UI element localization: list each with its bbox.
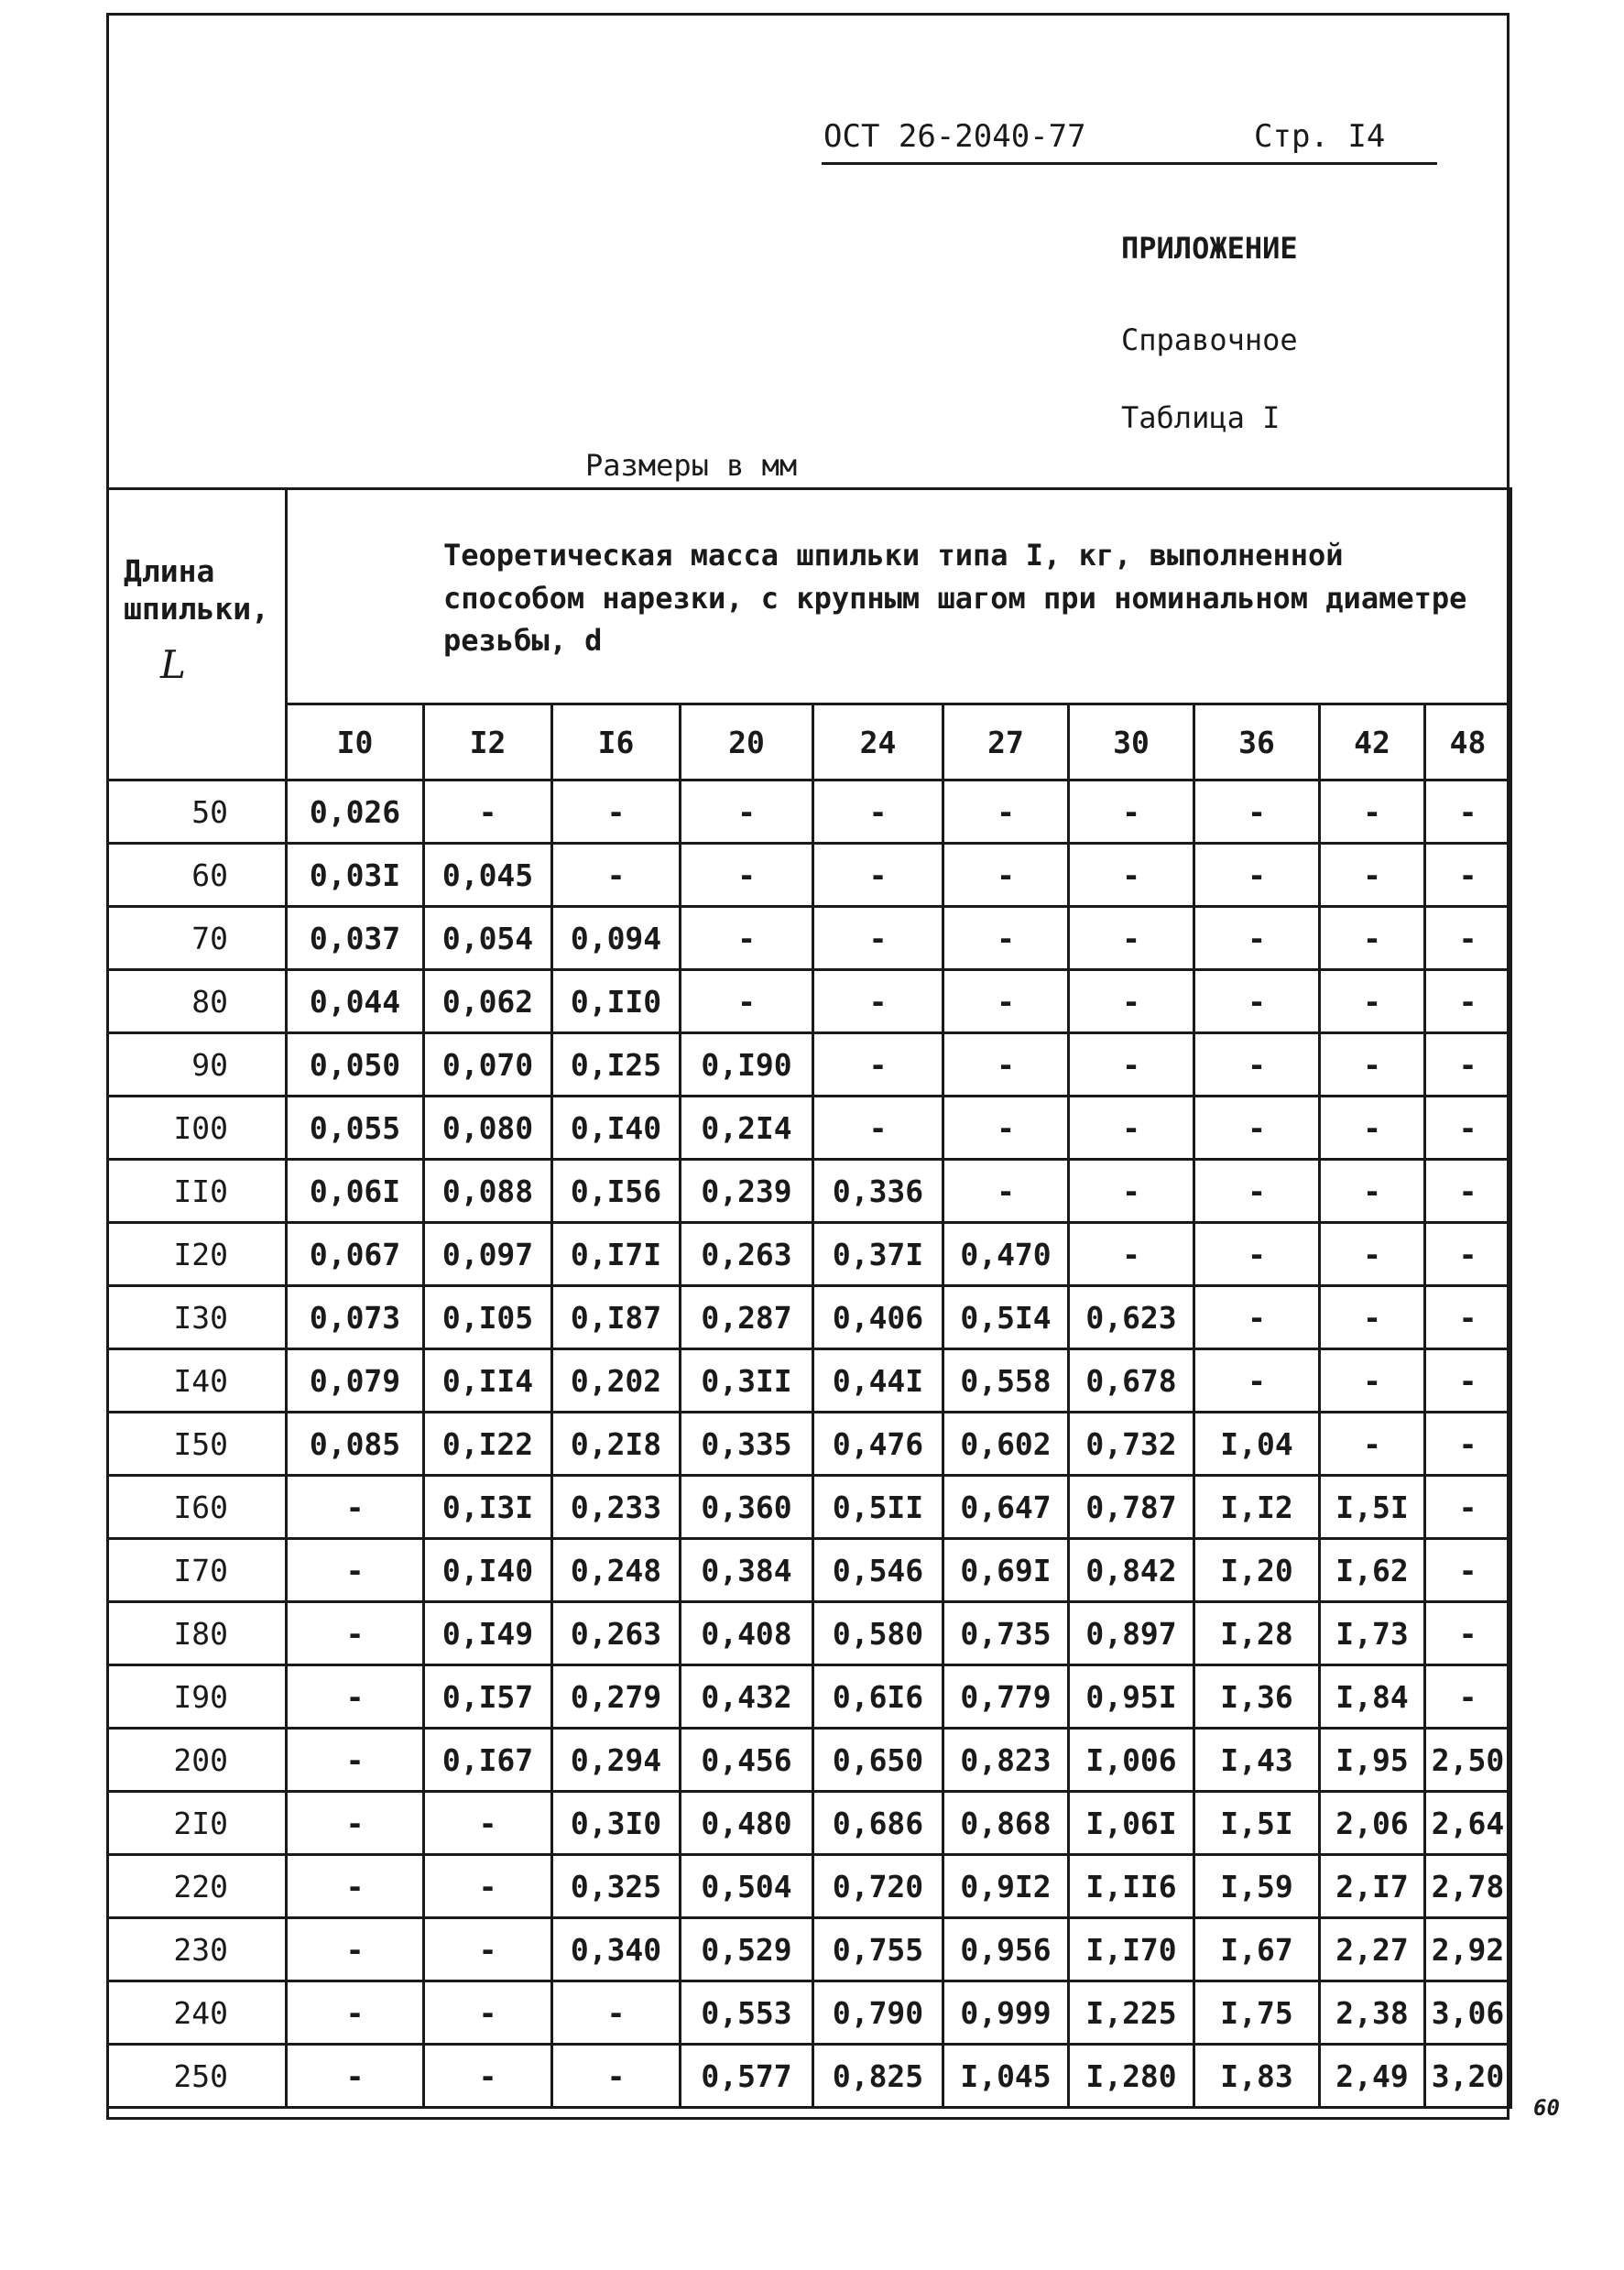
table-row bbox=[108, 1981, 1511, 2045]
mass-cell: - bbox=[681, 780, 813, 844]
diameter-header-cell: 27 bbox=[943, 704, 1069, 780]
mass-cell: - bbox=[943, 907, 1069, 970]
mass-cell: 0,I40 bbox=[424, 1539, 552, 1602]
mass-cell: 2,49 bbox=[1320, 2045, 1425, 2108]
mass-cell: - bbox=[1069, 1097, 1194, 1160]
table-row bbox=[108, 1476, 1511, 1539]
mass-cell: 0,406 bbox=[813, 1286, 943, 1349]
mass-cell: I,280 bbox=[1069, 2045, 1194, 2108]
mass-cell: 0,06I bbox=[287, 1160, 424, 1223]
mass-cell: 2,92 bbox=[1425, 1918, 1511, 1981]
mass-cell: 0,546 bbox=[813, 1539, 943, 1602]
mass-cell: 0,842 bbox=[1069, 1539, 1194, 1602]
mass-cell: 0,6I6 bbox=[813, 1665, 943, 1729]
mass-cell: 0,336 bbox=[813, 1160, 943, 1223]
mass-cell: 0,5II bbox=[813, 1476, 943, 1539]
length-header-label: Длина шпильки, bbox=[124, 553, 269, 628]
mass-cell: 0,073 bbox=[287, 1286, 424, 1349]
mass-cell: - bbox=[943, 970, 1069, 1033]
document-sheet bbox=[106, 13, 1560, 2121]
mass-cell: 0,504 bbox=[681, 1855, 813, 1918]
mass-cell: - bbox=[1069, 1033, 1194, 1097]
mass-cell: - bbox=[1194, 1097, 1320, 1160]
diameter-header-cell: 36 bbox=[1194, 704, 1320, 780]
mass-cell: 0,686 bbox=[813, 1792, 943, 1855]
table-row bbox=[108, 1855, 1511, 1918]
table-row bbox=[108, 1602, 1511, 1665]
length-cell: I50 bbox=[108, 1413, 287, 1476]
mass-cell: I,95 bbox=[1320, 1729, 1425, 1792]
mass-cell: - bbox=[424, 1855, 552, 1918]
mass-cell: - bbox=[813, 844, 943, 907]
length-cell: I80 bbox=[108, 1602, 287, 1665]
header-row-description bbox=[108, 489, 1511, 704]
mass-cell: - bbox=[1425, 1223, 1511, 1286]
mass-cell: 2,38 bbox=[1320, 1981, 1425, 2045]
length-cell: 200 bbox=[108, 1729, 287, 1792]
diameter-header-cell: 42 bbox=[1320, 704, 1425, 780]
table-label: Таблица I bbox=[1121, 400, 1281, 435]
length-cell: I90 bbox=[108, 1665, 287, 1729]
mass-cell: - bbox=[1194, 844, 1320, 907]
mass-cell: 0,823 bbox=[943, 1729, 1069, 1792]
mass-cell: 0,287 bbox=[681, 1286, 813, 1349]
mass-cell: - bbox=[1320, 907, 1425, 970]
mass-cell: 0,529 bbox=[681, 1918, 813, 1981]
doc-code: ОСТ 26-2040-77 bbox=[823, 118, 1086, 155]
mass-cell: 0,044 bbox=[287, 970, 424, 1033]
mass-description: Теоретическая масса шпильки типа I, кг, выполненной способом нарезки, с крупным шагом при номинальном диаметре резьбы, d bbox=[287, 489, 1511, 704]
mass-cell: - bbox=[1425, 1539, 1511, 1602]
mass-cell: 0,650 bbox=[813, 1729, 943, 1792]
mass-cell: - bbox=[1194, 1160, 1320, 1223]
table-row bbox=[108, 1413, 1511, 1476]
mass-cell: 3,20 bbox=[1425, 2045, 1511, 2108]
mass-cell: 0,456 bbox=[681, 1729, 813, 1792]
mass-cell: - bbox=[1069, 844, 1194, 907]
mass-cell: 0,470 bbox=[943, 1223, 1069, 1286]
mass-cell: 0,II4 bbox=[424, 1349, 552, 1413]
mass-cell: I,36 bbox=[1194, 1665, 1320, 1729]
mass-cell: 0,I56 bbox=[552, 1160, 681, 1223]
mass-cell: - bbox=[287, 1602, 424, 1665]
mass-cell: I,59 bbox=[1194, 1855, 1320, 1918]
mass-cell: - bbox=[1425, 1286, 1511, 1349]
mass-cell: 0,580 bbox=[813, 1602, 943, 1665]
mass-cell: - bbox=[287, 2045, 424, 2108]
mass-cell: I,73 bbox=[1320, 1602, 1425, 1665]
mass-cell: - bbox=[1425, 1097, 1511, 1160]
mass-cell: 0,956 bbox=[943, 1918, 1069, 1981]
length-cell: 250 bbox=[108, 2045, 287, 2108]
mass-cell: 0,294 bbox=[552, 1729, 681, 1792]
mass-cell: - bbox=[1320, 1286, 1425, 1349]
mass-cell: - bbox=[1425, 1033, 1511, 1097]
mass-cell: 0,999 bbox=[943, 1981, 1069, 2045]
mass-cell: - bbox=[813, 1033, 943, 1097]
mass-cell: - bbox=[1069, 780, 1194, 844]
mass-cell: 0,735 bbox=[943, 1602, 1069, 1665]
mass-cell: 0,37I bbox=[813, 1223, 943, 1286]
table-row bbox=[108, 1033, 1511, 1097]
mass-cell: 0,335 bbox=[681, 1413, 813, 1476]
length-symbol: L bbox=[160, 641, 186, 687]
mass-cell: 0,I40 bbox=[552, 1097, 681, 1160]
mass-cell: I,006 bbox=[1069, 1729, 1194, 1792]
mass-cell: - bbox=[287, 1539, 424, 1602]
mass-cell: 0,732 bbox=[1069, 1413, 1194, 1476]
mass-cell: - bbox=[943, 844, 1069, 907]
mass-cell: - bbox=[424, 1918, 552, 1981]
mass-cell: 0,3II bbox=[681, 1349, 813, 1413]
table-row bbox=[108, 1792, 1511, 1855]
mass-cell: - bbox=[1194, 1033, 1320, 1097]
mass-cell: 0,263 bbox=[681, 1223, 813, 1286]
diameter-header-cell: I0 bbox=[287, 704, 424, 780]
mass-cell: - bbox=[1194, 1223, 1320, 1286]
mass-cell: 0,239 bbox=[681, 1160, 813, 1223]
length-cell: I60 bbox=[108, 1476, 287, 1539]
mass-cell: - bbox=[1194, 1349, 1320, 1413]
mass-cell: - bbox=[1425, 1349, 1511, 1413]
mass-cell: I,06I bbox=[1069, 1792, 1194, 1855]
mass-cell: 0,079 bbox=[287, 1349, 424, 1413]
length-cell: I40 bbox=[108, 1349, 287, 1413]
table-row bbox=[108, 1729, 1511, 1792]
length-column-header bbox=[108, 489, 287, 780]
mass-cell: 0,340 bbox=[552, 1918, 681, 1981]
mass-cell: 0,I90 bbox=[681, 1033, 813, 1097]
mass-cell: - bbox=[681, 844, 813, 907]
table-row bbox=[108, 1160, 1511, 1223]
length-cell: 70 bbox=[108, 907, 287, 970]
mass-cell: - bbox=[1194, 1286, 1320, 1349]
mass-cell: - bbox=[1194, 780, 1320, 844]
mass-cell: 0,055 bbox=[287, 1097, 424, 1160]
mass-cell: - bbox=[813, 970, 943, 1033]
mass-cell: - bbox=[1425, 1602, 1511, 1665]
mass-cell: - bbox=[287, 1729, 424, 1792]
mass-cell: I,I2 bbox=[1194, 1476, 1320, 1539]
mass-cell: I,5I bbox=[1320, 1476, 1425, 1539]
table-row bbox=[108, 907, 1511, 970]
mass-cell: - bbox=[943, 1160, 1069, 1223]
mass-cell: 0,I05 bbox=[424, 1286, 552, 1349]
mass-cell: - bbox=[1320, 1160, 1425, 1223]
diameter-header-cell: 48 bbox=[1425, 704, 1511, 780]
mass-cell: 0,384 bbox=[681, 1539, 813, 1602]
mass-cell: 0,026 bbox=[287, 780, 424, 844]
mass-cell: - bbox=[552, 1981, 681, 2045]
mass-cell: - bbox=[943, 1033, 1069, 1097]
mass-cell: - bbox=[424, 1981, 552, 2045]
diameter-header-cell: 20 bbox=[681, 704, 813, 780]
mass-cell: 0,233 bbox=[552, 1476, 681, 1539]
mass-cell: 0,408 bbox=[681, 1602, 813, 1665]
mass-cell: - bbox=[1425, 1413, 1511, 1476]
mass-cell: - bbox=[1425, 844, 1511, 907]
mass-cell: I,67 bbox=[1194, 1918, 1320, 1981]
mass-cell: - bbox=[287, 1792, 424, 1855]
table-row bbox=[108, 970, 1511, 1033]
length-cell: 90 bbox=[108, 1033, 287, 1097]
mass-cell: 0,080 bbox=[424, 1097, 552, 1160]
mass-cell: - bbox=[552, 780, 681, 844]
diameter-header-cell: 30 bbox=[1069, 704, 1194, 780]
length-cell: I30 bbox=[108, 1286, 287, 1349]
mass-cell: 0,03I bbox=[287, 844, 424, 907]
length-cell: 230 bbox=[108, 1918, 287, 1981]
mass-cell: 0,I25 bbox=[552, 1033, 681, 1097]
mass-cell: 0,480 bbox=[681, 1792, 813, 1855]
mass-cell: - bbox=[1425, 1160, 1511, 1223]
mass-cell: - bbox=[287, 1476, 424, 1539]
mass-cell: - bbox=[1425, 1476, 1511, 1539]
mass-cell: I,62 bbox=[1320, 1539, 1425, 1602]
mass-cell: - bbox=[1425, 780, 1511, 844]
mass-cell: 0,I57 bbox=[424, 1665, 552, 1729]
mass-cell: 0,2I8 bbox=[552, 1413, 681, 1476]
mass-cell: 0,755 bbox=[813, 1918, 943, 1981]
length-cell: I00 bbox=[108, 1097, 287, 1160]
mass-cell: I,II6 bbox=[1069, 1855, 1194, 1918]
mass-cell: - bbox=[1425, 970, 1511, 1033]
length-cell: II0 bbox=[108, 1160, 287, 1223]
length-cell: 50 bbox=[108, 780, 287, 844]
mass-cell: - bbox=[1320, 1033, 1425, 1097]
mass-cell: 0,263 bbox=[552, 1602, 681, 1665]
mass-cell: 0,5I4 bbox=[943, 1286, 1069, 1349]
mass-cell: 2,64 bbox=[1425, 1792, 1511, 1855]
mass-cell: - bbox=[1320, 844, 1425, 907]
mass-cell: - bbox=[1194, 907, 1320, 970]
mass-cell: 0,779 bbox=[943, 1665, 1069, 1729]
mass-cell: 0,558 bbox=[943, 1349, 1069, 1413]
mass-cell: - bbox=[943, 780, 1069, 844]
mass-cell: 0,787 bbox=[1069, 1476, 1194, 1539]
length-cell: 80 bbox=[108, 970, 287, 1033]
mass-cell: 2,78 bbox=[1425, 1855, 1511, 1918]
stud-mass-table bbox=[106, 487, 1512, 2109]
mass-cell: I,84 bbox=[1320, 1665, 1425, 1729]
length-cell: I70 bbox=[108, 1539, 287, 1602]
mass-cell: 0,085 bbox=[287, 1413, 424, 1476]
mass-cell: 0,248 bbox=[552, 1539, 681, 1602]
length-cell: 2I0 bbox=[108, 1792, 287, 1855]
mass-cell: I,28 bbox=[1194, 1602, 1320, 1665]
mass-cell: I,83 bbox=[1194, 2045, 1320, 2108]
mass-cell: 0,I3I bbox=[424, 1476, 552, 1539]
table-row bbox=[108, 2045, 1511, 2108]
mass-cell: 2,06 bbox=[1320, 1792, 1425, 1855]
mass-cell: - bbox=[1425, 907, 1511, 970]
mass-cell: 0,202 bbox=[552, 1349, 681, 1413]
mass-cell: - bbox=[552, 844, 681, 907]
length-cell: 60 bbox=[108, 844, 287, 907]
mass-cell: - bbox=[1069, 1160, 1194, 1223]
mass-cell: 0,825 bbox=[813, 2045, 943, 2108]
mass-cell: - bbox=[1320, 780, 1425, 844]
mass-cell: 0,69I bbox=[943, 1539, 1069, 1602]
header-underline bbox=[822, 162, 1437, 165]
mass-cell: - bbox=[552, 2045, 681, 2108]
mass-cell: - bbox=[1320, 1097, 1425, 1160]
mass-cell: 0,897 bbox=[1069, 1602, 1194, 1665]
mass-cell: - bbox=[1069, 1223, 1194, 1286]
table-row bbox=[108, 1918, 1511, 1981]
mass-cell: - bbox=[1425, 1665, 1511, 1729]
mass-cell: 0,95I bbox=[1069, 1665, 1194, 1729]
mass-cell: 0,094 bbox=[552, 907, 681, 970]
mass-cell: I,75 bbox=[1194, 1981, 1320, 2045]
mass-cell: 0,050 bbox=[287, 1033, 424, 1097]
mass-cell: 0,647 bbox=[943, 1476, 1069, 1539]
table-row bbox=[108, 1097, 1511, 1160]
diameter-header-cell: I6 bbox=[552, 704, 681, 780]
mass-cell: - bbox=[424, 2045, 552, 2108]
mass-cell: 0,088 bbox=[424, 1160, 552, 1223]
mass-cell: - bbox=[287, 1918, 424, 1981]
mass-cell: 2,50 bbox=[1425, 1729, 1511, 1792]
length-cell: 240 bbox=[108, 1981, 287, 2045]
sheet-number: 60 bbox=[1533, 2095, 1560, 2121]
table-row bbox=[108, 844, 1511, 907]
mass-cell: 0,623 bbox=[1069, 1286, 1194, 1349]
mass-cell: 0,II0 bbox=[552, 970, 681, 1033]
mass-cell: - bbox=[1320, 970, 1425, 1033]
mass-cell: 0,9I2 bbox=[943, 1855, 1069, 1918]
table-row bbox=[108, 780, 1511, 844]
table-row bbox=[108, 1223, 1511, 1286]
mass-cell: - bbox=[287, 1855, 424, 1918]
mass-cell: - bbox=[813, 1097, 943, 1160]
mass-cell: 0,037 bbox=[287, 907, 424, 970]
mass-cell: - bbox=[943, 1097, 1069, 1160]
mass-cell: 0,I67 bbox=[424, 1729, 552, 1792]
mass-cell: 0,44I bbox=[813, 1349, 943, 1413]
mass-cell: 0,070 bbox=[424, 1033, 552, 1097]
mass-cell: 0,432 bbox=[681, 1665, 813, 1729]
reference-label: Справочное bbox=[1121, 322, 1298, 357]
mass-cell: 0,097 bbox=[424, 1223, 552, 1286]
mass-cell: 0,325 bbox=[552, 1855, 681, 1918]
mass-cell: 0,I87 bbox=[552, 1286, 681, 1349]
page-label: Стр. I4 bbox=[1254, 118, 1386, 155]
mass-cell: - bbox=[1069, 970, 1194, 1033]
diameter-header-cell: 24 bbox=[813, 704, 943, 780]
mass-cell: 0,476 bbox=[813, 1413, 943, 1476]
mass-cell: - bbox=[1320, 1349, 1425, 1413]
mass-cell: - bbox=[287, 1665, 424, 1729]
mass-cell: - bbox=[1069, 907, 1194, 970]
mass-cell: 0,678 bbox=[1069, 1349, 1194, 1413]
mass-cell: - bbox=[424, 1792, 552, 1855]
mass-cell: - bbox=[1320, 1413, 1425, 1476]
mass-cell: 0,I49 bbox=[424, 1602, 552, 1665]
mass-cell: 0,720 bbox=[813, 1855, 943, 1918]
mass-cell: 0,279 bbox=[552, 1665, 681, 1729]
mass-cell: 0,790 bbox=[813, 1981, 943, 2045]
mass-cell: 0,I22 bbox=[424, 1413, 552, 1476]
mass-cell: I,04 bbox=[1194, 1413, 1320, 1476]
mass-cell: 0,062 bbox=[424, 970, 552, 1033]
mass-cell: I,225 bbox=[1069, 1981, 1194, 2045]
mass-cell: 0,577 bbox=[681, 2045, 813, 2108]
length-cell: I20 bbox=[108, 1223, 287, 1286]
mass-cell: 2,27 bbox=[1320, 1918, 1425, 1981]
mass-cell: I,5I bbox=[1194, 1792, 1320, 1855]
mass-cell: - bbox=[424, 780, 552, 844]
mass-cell: - bbox=[813, 780, 943, 844]
diameter-header-row bbox=[108, 704, 1511, 780]
mass-cell: 0,067 bbox=[287, 1223, 424, 1286]
mass-cell: 0,602 bbox=[943, 1413, 1069, 1476]
table-row bbox=[108, 1665, 1511, 1729]
mass-cell: 0,2I4 bbox=[681, 1097, 813, 1160]
mass-cell: - bbox=[287, 1981, 424, 2045]
mass-cell: - bbox=[681, 907, 813, 970]
mass-cell: 0,045 bbox=[424, 844, 552, 907]
mass-cell: 0,3I0 bbox=[552, 1792, 681, 1855]
mass-cell: - bbox=[813, 907, 943, 970]
table-row bbox=[108, 1539, 1511, 1602]
mass-cell: 0,I7I bbox=[552, 1223, 681, 1286]
length-cell: 220 bbox=[108, 1855, 287, 1918]
table-row bbox=[108, 1286, 1511, 1349]
mass-cell: 2,I7 bbox=[1320, 1855, 1425, 1918]
mass-cell: - bbox=[1320, 1223, 1425, 1286]
mass-cell: I,045 bbox=[943, 2045, 1069, 2108]
mass-cell: I,I70 bbox=[1069, 1918, 1194, 1981]
mass-cell: 3,06 bbox=[1425, 1981, 1511, 2045]
mass-cell: 0,054 bbox=[424, 907, 552, 970]
mass-cell: 0,553 bbox=[681, 1981, 813, 2045]
mass-cell: - bbox=[1194, 970, 1320, 1033]
mass-cell: 0,360 bbox=[681, 1476, 813, 1539]
table-row bbox=[108, 1349, 1511, 1413]
mass-cell: I,20 bbox=[1194, 1539, 1320, 1602]
mass-cell: - bbox=[681, 970, 813, 1033]
mass-cell: 0,868 bbox=[943, 1792, 1069, 1855]
mass-cell: I,43 bbox=[1194, 1729, 1320, 1792]
appendix-heading: ПРИЛОЖЕНИЕ bbox=[1121, 231, 1298, 266]
diameter-header-cell: I2 bbox=[424, 704, 552, 780]
dimensions-note: Размеры в мм bbox=[585, 448, 798, 483]
